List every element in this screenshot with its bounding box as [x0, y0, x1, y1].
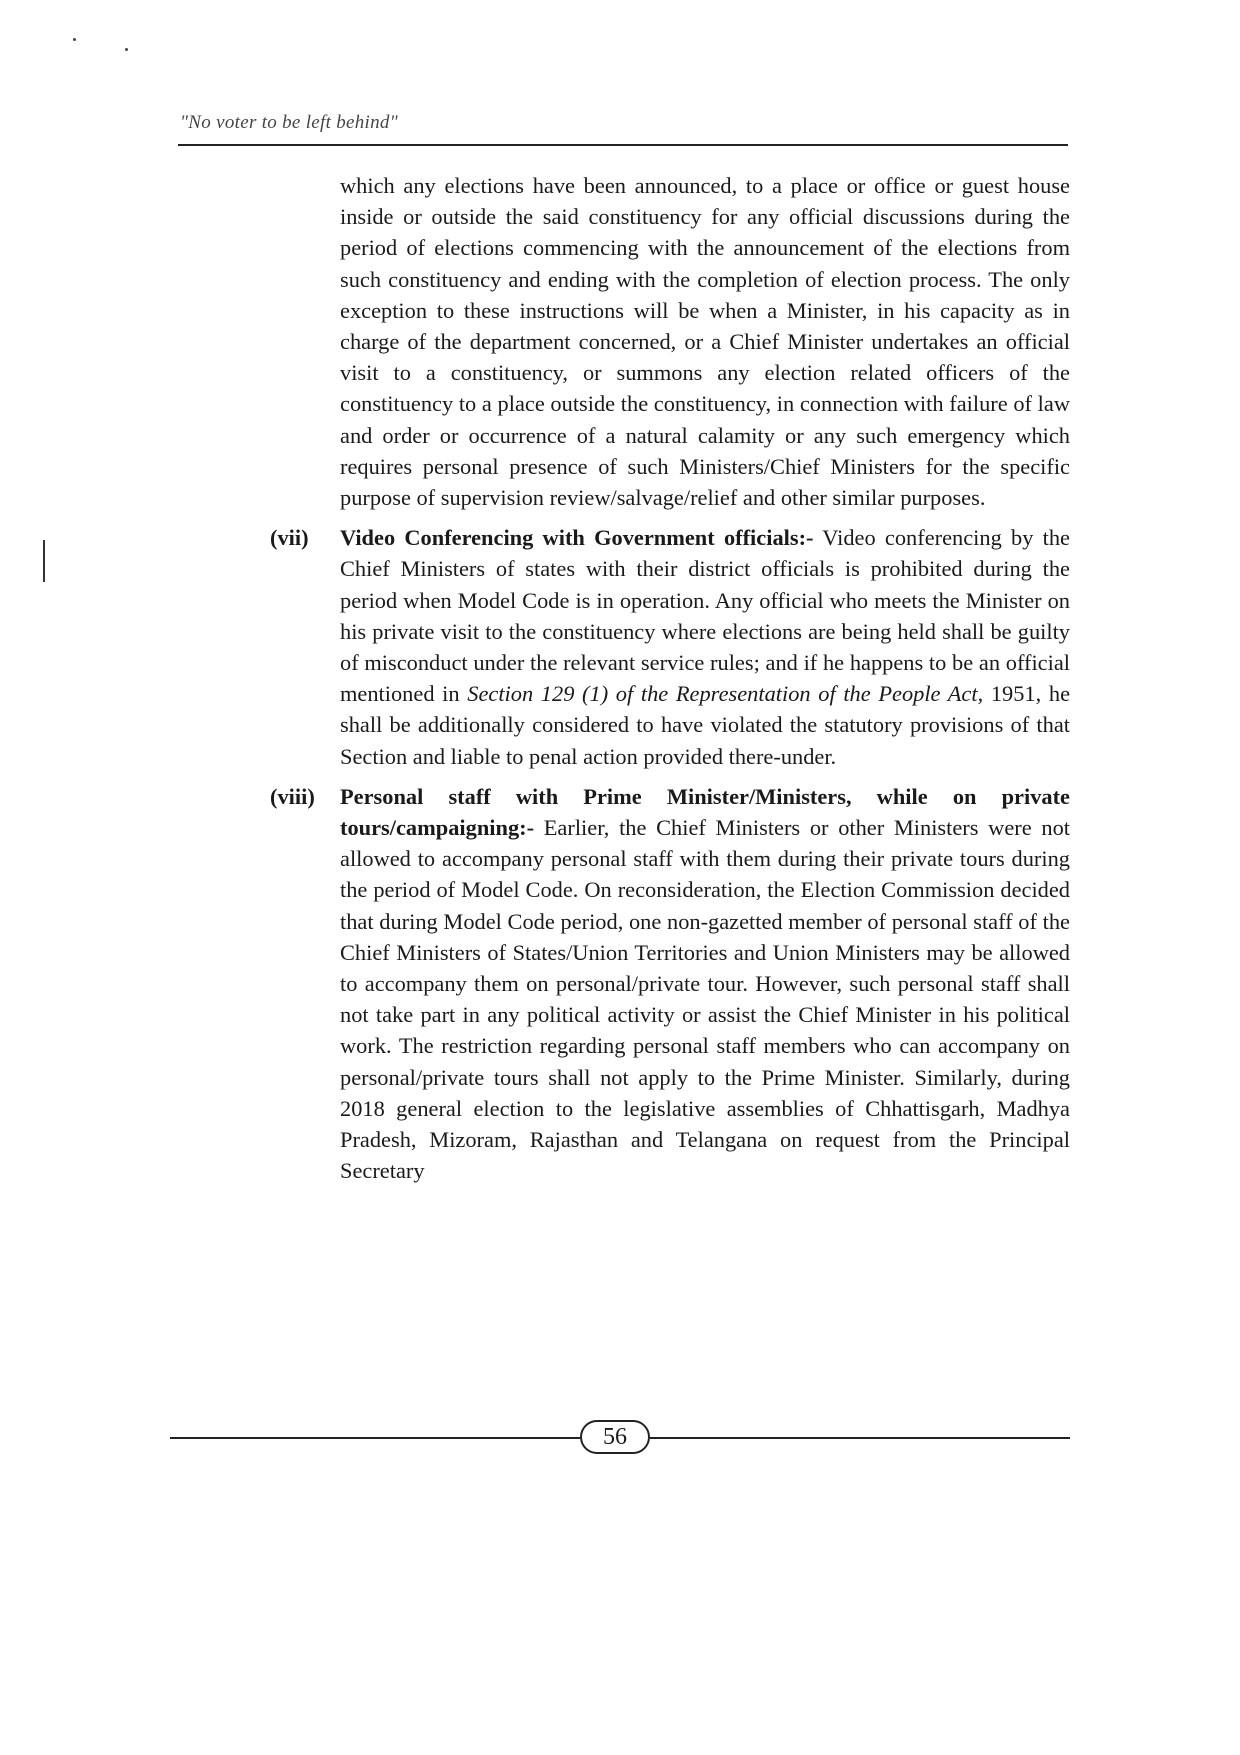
item-number: (viii) — [270, 783, 315, 809]
item-text: Video conferencing by the Chief Ministers of states with their district officials is prohibited during the period when Model Code is in operation. Any official who meets the Minister on his private visit to the constituency where elections are being held shall be guilty of misconduct under the relevant service rules; and if he happens to be an official mentioned in — [340, 525, 1070, 707]
item-paragraph — [340, 522, 1070, 772]
intro-paragraph: which any elections have been announced, to a place or office or guest house inside or outside the said constituency for any official discussions during the period of elections commencing with the announcement of the elections from such constituency and ending with the completion of election process. The only exception to these instructions will be when a Minister, in his capacity as in charge of the department concerned, or a Chief Minister undertakes an official visit to a constituency, or summons any election related officers of the constituency to a place outside the constituency, in connection with failure of law and order or occurrence of a natural calamity or any such emergency which requires personal presence of such Ministers/Chief Ministers for the specific purpose of supervision review/salvage/relief and other similar purposes. — [340, 173, 1070, 511]
footer-rule-left — [170, 1437, 580, 1439]
item-paragraph — [340, 781, 1070, 1187]
body-text — [270, 170, 1071, 1187]
page-number: 56 — [580, 1420, 650, 1454]
item-heading: Personal staff with Prime Minister/Ministers, while on private tours/campaigning:- — [340, 783, 1070, 841]
header-rule — [178, 144, 1068, 146]
footer-rule-right — [650, 1437, 1070, 1439]
running-header: "No voter to be left behind" — [180, 112, 399, 133]
item-number: (vii) — [270, 525, 309, 551]
legal-reference: Section 129 (1) of the Representation of the People Act, — [467, 681, 984, 707]
list-item-viii — [270, 781, 1070, 1187]
item-heading: Video Conferencing with Government officials:- — [340, 525, 814, 551]
scan-speck — [73, 38, 76, 41]
item-text-continued: 1951, he shall be additionally considered to have violated the statutory provisions of that Section and liable to penal action provided there-under. — [340, 681, 1071, 769]
item-text: Earlier, the Chief Ministers or other Ministers were not allowed to accompany personal staff with them during their private tours during the period of Model Code. On reconsideration, the Election Commission decided that during Model Code period, one non-gazetted member of personal staff of the Chief Ministers of States/Union Territories and Union Ministers may be allowed to accompany them on personal/private tour. However, such personal staff shall not take part in any political activity or assist the Chief Minister in his political work. The restriction regarding personal staff members who can accompany on personal/private tours shall not apply to the Prime Minister. Similarly, during 2018 general election to the legislative assemblies of Chhattisgarh, Madhya Pradesh, Mizoram, Rajasthan and Telangana on request from the Principal Secretary — [340, 815, 1070, 1184]
page-footer — [170, 1420, 1070, 1456]
scan-speck — [125, 48, 128, 51]
margin-mark — [43, 540, 45, 582]
list-item-vii — [270, 522, 1071, 772]
